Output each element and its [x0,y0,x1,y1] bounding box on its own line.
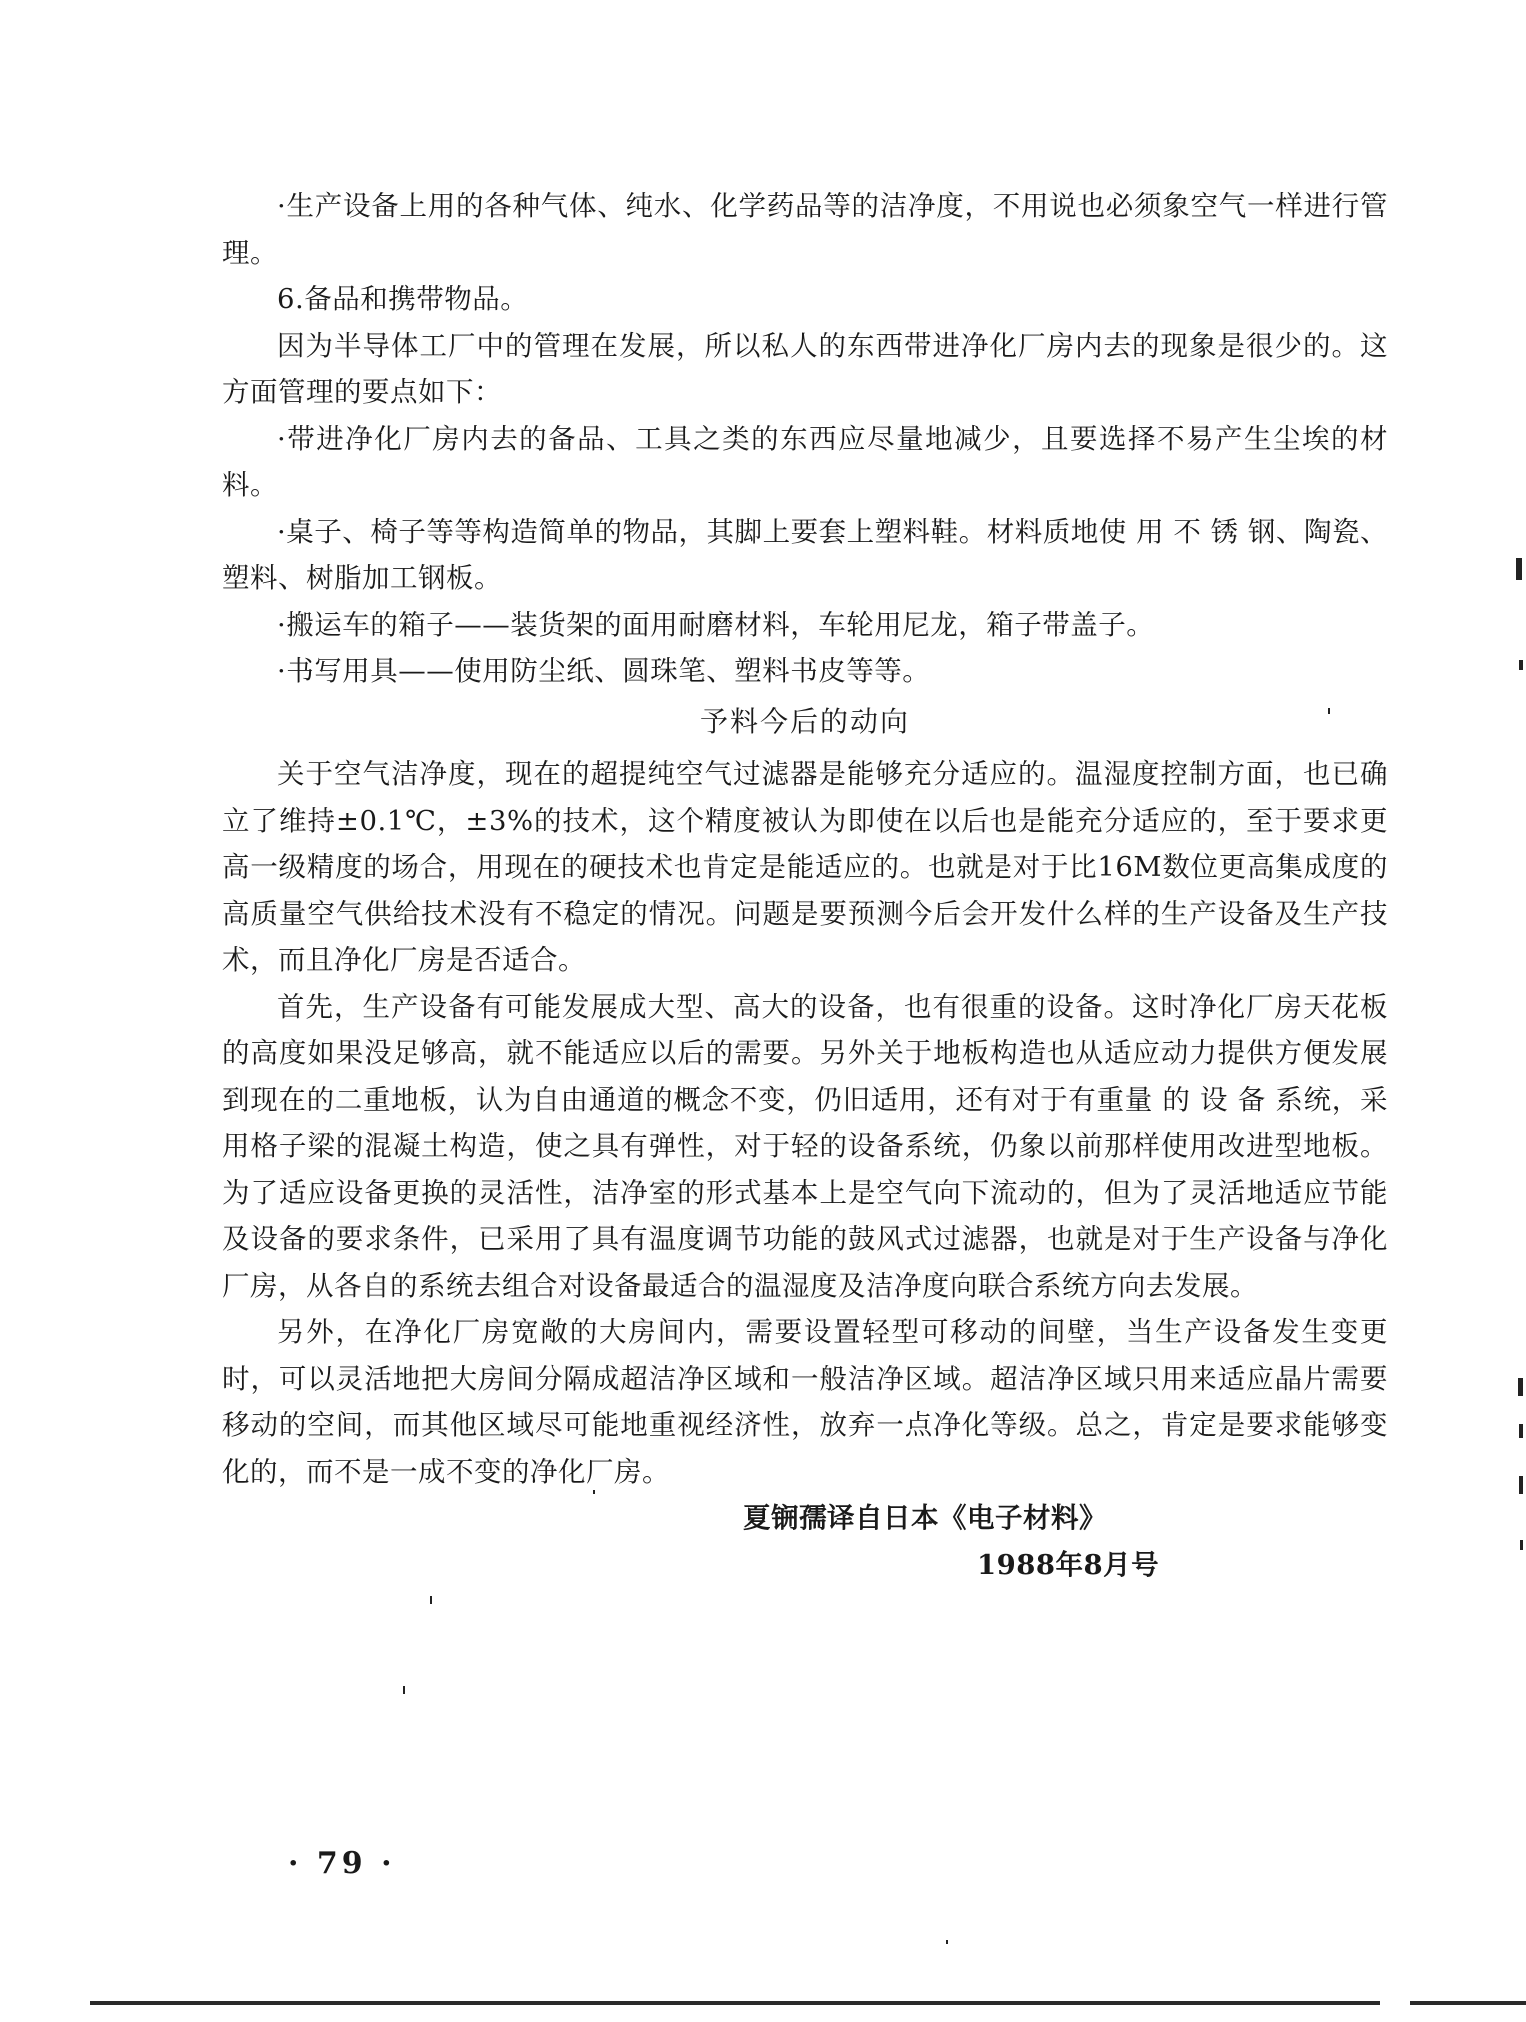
source-date: 1988年8月号 [977,1548,1160,1581]
scan-mark [1519,1424,1523,1438]
scan-mark [946,1940,948,1944]
scan-mark [1516,558,1522,580]
paragraph-management-intro: 因为半导体工厂中的管理在发展，所以私人的东西带进净化厂房内去的现象是很少的。这方面管理的要点如下： [222,329,1388,408]
paragraph-air-cleanliness: 关于空气洁净度，现在的超提纯空气过滤器是能够充分适应的。温湿度控制方面，也已确立了维持±0.1℃，±3%的技术，这个精度被认为即使在以后也是能充分适应的，至于要求更高一级精度的场合，用现在的硬技术也肯定是能适应的。也就是对于比16M数位更高集成度的高质量空气供给技术没有不稳定的情况。问题是要预测今后会开发什么样的生产设备及生产技术，而且净化厂房是否适合。 [222,758,1388,976]
scan-mark [1518,1378,1523,1396]
page-number: · 79 · [288,1846,396,1881]
paragraph-item-6-heading: 6.备品和携带物品。 [277,283,529,315]
bottom-rule [90,2001,1526,2005]
body-text [222,183,1388,1588]
paragraph-bullet-tools: ·带进净化厂房内去的备品、工具之类的东西应尽量地减少，且要选择不易产生尘埃的材料。 [222,422,1388,501]
scan-mark [1520,1540,1523,1550]
bottom-rule-gap [1380,2000,1410,2007]
translator-credit: 夏锎孺译自日本《电子材料》 [743,1502,1107,1534]
scan-mark [1519,1476,1523,1494]
scan-mark [430,1596,432,1604]
paragraph-partitions: 另外，在净化厂房宽敞的大房间内，需要设置轻型可移动的间壁，当生产设备发生变更时，可以灵活地把大房间分隔成超洁净区域和一般洁净区域。超洁净区域只用来适应晶片需要移动的空间，而其他区域尽可能地重视经济性，放弃一点净化等级。总之，肯定是要求能够变化的，而不是一成不变的净化厂房。 [222,1316,1388,1488]
paragraph-bullet-writing: ·书写用具——使用防尘纸、圆珠笔、塑料书皮等等。 [277,655,931,687]
paragraph-bullet-furniture: ·桌子、椅子等等构造简单的物品，其脚上要套上塑料鞋。材料质地使 用 不 锈 钢、陶瓷、塑料、树脂加工钢板。 [222,515,1388,594]
paragraph-equipment-trends: 首先，生产设备有可能发展成大型、高大的设备，也有很重的设备。这时净化厂房天花板的高度如果没足够高，就不能适应以后的需要。另外关于地板构造也从适应动力提供方便发展到现在的二重地板，认为自由通道的概念不变，仍旧适用，还有对于有重量 的 设 备 系统，采用格子梁的混凝土构造，使之具有弹性，对于轻的设备系统，仍象以前那样使用改进型地板。为了适应设备更换的灵活性，洁净室的形式基本上是空气向下流动的，但为了灵活地适应节能及设备的要求条件，已采用了具有温度调节功能的鼓风式过滤器，也就是对于生产设备与净化厂房，从各自的系统去组合对设备最适合的温湿度及洁净度向联合系统方向去发展。 [222,990,1388,1302]
scan-mark [403,1686,405,1694]
paragraph-gas-cleanliness: ·生产设备上用的各种气体、纯水、化学药品等的洁净度，不用说也必须象空气一样进行管理。 [222,190,1388,269]
section-heading: 予料今后的动向 [699,704,910,738]
paragraph-bullet-carts: ·搬运车的箱子——装货架的面用耐磨材料，车轮用尼龙，箱子带盖子。 [277,608,1155,641]
scan-mark [1328,708,1330,714]
scan-mark [1519,660,1523,670]
scan-mark [593,1490,595,1494]
